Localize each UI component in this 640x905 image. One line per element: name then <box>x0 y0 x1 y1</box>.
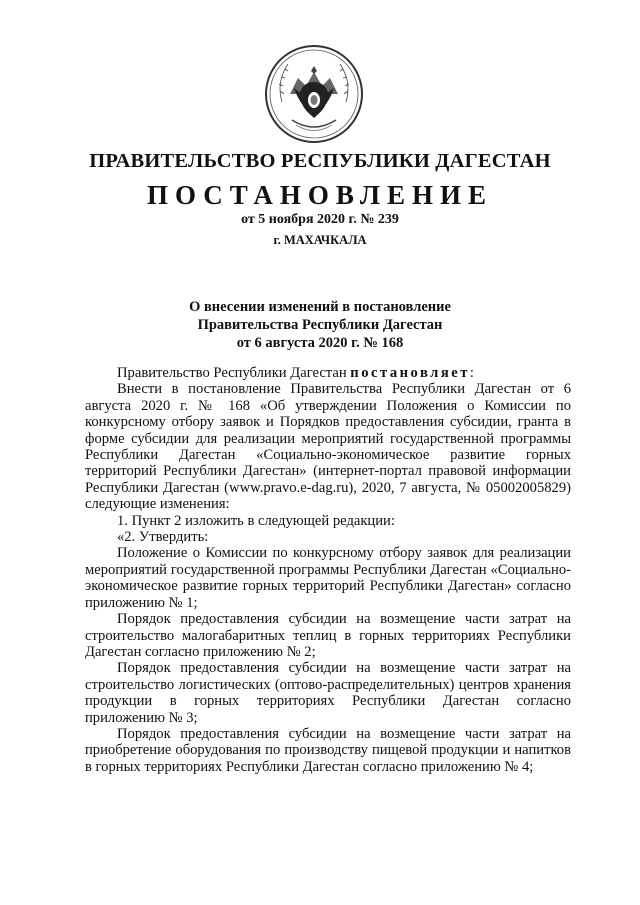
body-paragraph: Внести в постановление Правительства Республики Дагестан от 6 августа 2020 г. № 168 «Об утверждении Положения о Комиссии по конкурсному отбору заявок и Порядков предоставления субсидии, гранта в форме субсидии для реализации мероприятий государственной программы Республики Дагестан «Социально-экономическое развитие горных территорий Республики Дагестан» (интернет-портал правовой информации Республики Дагестан (www.pravo.e-dag.ru), 2020, 7 августа, № 05002005829) следующие изменения: <box>85 381 571 513</box>
intro-prefix: Правительство Республики Дагестан <box>117 365 351 381</box>
body-paragraph: Порядок предоставления субсидии на возмещение части затрат на строительство малогабаритных теплиц в горных территориях Республики Дагестан согласно приложению № 2; <box>85 611 571 660</box>
body-paragraph: 1. Пункт 2 изложить в следующей редакции: <box>117 512 395 529</box>
intro-paragraph <box>85 365 571 381</box>
body-paragraph: Положение о Комиссии по конкурсному отбору заявок для реализации мероприятий государственной программы Республики Дагестан «Социально-экономическое развитие горных территорий Республики Дагестан» согласно приложению № 1; <box>85 545 571 611</box>
body-paragraph: Порядок предоставления субсидии на возмещение части затрат на приобретение оборудования по производству пищевой продукции и напитков в горных территориях Республики Дагестан согласно приложению № 4; <box>85 725 571 775</box>
subject-line: от 6 августа 2020 г. № 168 <box>236 335 404 351</box>
body-paragraph: Порядок предоставления субсидии на возмещение части затрат на строительство логистических (оптово-распределительных) центров хранения продукции в горных территориях Республики Дагестан согласно приложению № 3; <box>85 660 571 726</box>
intro-verb: постановляет <box>350 365 470 381</box>
document-date-number: от 5 ноября 2020 г. № 239 <box>241 212 399 227</box>
document-subject <box>0 298 640 352</box>
coat-of-arms-emblem <box>262 42 366 146</box>
subject-line: Правительства Республики Дагестан <box>197 317 443 333</box>
document-body <box>85 365 571 775</box>
intro-suffix: : <box>469 365 474 381</box>
document-type: ПОСТАНОВЛЕНИЕ <box>146 180 494 210</box>
subject-line: О внесении изменений в постановление <box>189 299 451 315</box>
body-paragraph: «2. Утвердить: <box>117 529 209 546</box>
government-title: ПРАВИТЕЛЬСТВО РЕСПУБЛИКИ ДАГЕСТАН <box>89 150 551 172</box>
document-city: г. МАХАЧКАЛА <box>273 233 367 247</box>
